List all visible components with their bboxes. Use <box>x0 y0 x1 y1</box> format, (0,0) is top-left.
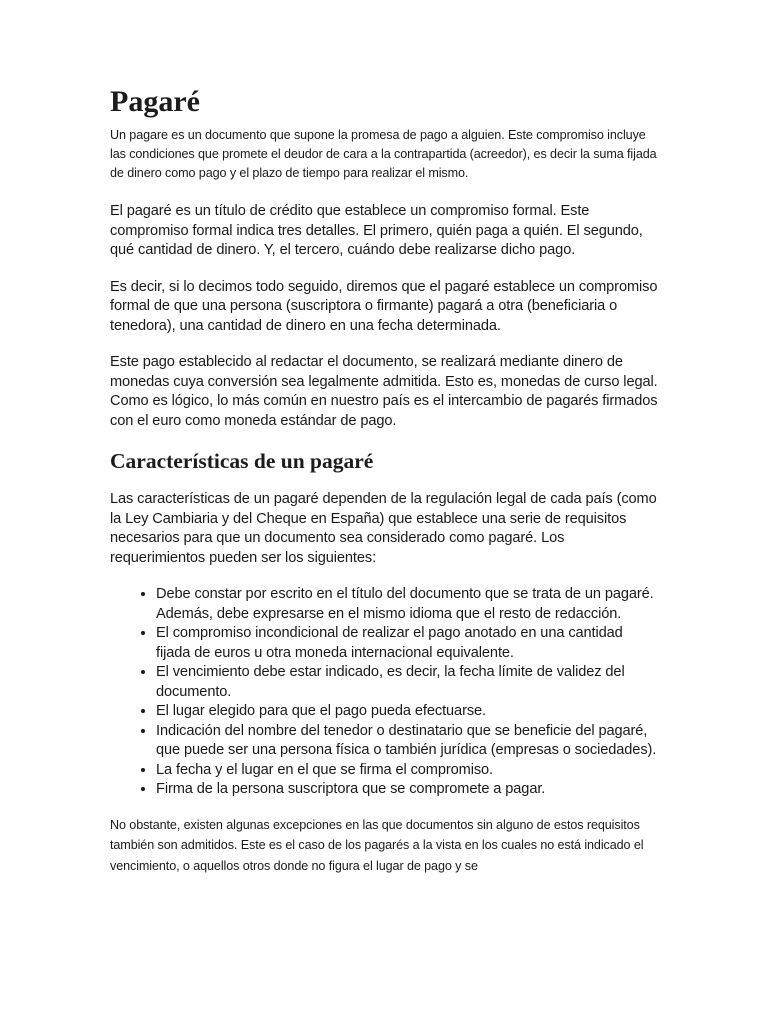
body-paragraph-2: Es decir, si lo decimos todo seguido, diremos que el pagaré establece un compromiso formal de que una persona (suscriptora o firmante) pagará a otra (beneficiaria o tenedora), una cantidad de dinero en una fecha determinada. <box>110 278 658 334</box>
page-title: Pagaré <box>110 85 200 118</box>
requirements-list <box>110 585 658 800</box>
list-item: • Indicación del nombre del tenedor o destinatario que se beneficie del pagaré, que puede ser una persona física o también jurídica (empresas o sociedades). <box>156 722 658 761</box>
list-item: • Firma de la persona suscriptora que se compromete a pagar. <box>156 780 658 800</box>
body-paragraph-3: Este pago establecido al redactar el documento, se realizará mediante dinero de monedas cuya conversión sea legalmente admitida. Esto es, monedas de curso legal. Como es lógico, lo más común en nuestro país es el intercambio de pagarés firmados con el euro como moneda estándar de pago. <box>110 354 658 429</box>
list-item: • Debe constar por escrito en el título del documento que se trata de un pagaré. Además, debe expresarse en el mismo idioma que el resto de redacción. <box>156 585 658 624</box>
intro-paragraph: Un pagare es un documento que supone la promesa de pago a alguien. Este compromiso incluye las condiciones que promete el deudor de cara a la contrapartida (acreedor), es decir la suma fijada de dinero como pago y el plazo de tiempo para realizar el mismo. <box>110 128 657 180</box>
section-intro-paragraph: Las características de un pagaré dependen de la regulación legal de cada país (como la Ley Cambiaria y del Cheque en España) que establece una serie de requisitos necesarios para que un documento sea considerado como pagaré. Los requerimientos pueden ser los siguientes: <box>110 491 657 566</box>
section-title: Características de un pagaré <box>110 449 374 473</box>
body-paragraph-1: El pagaré es un título de crédito que establece un compromiso formal. Este compromiso formal indica tres detalles. El primero, quién paga a quién. El segundo, qué cantidad de dinero. Y, el tercero, cuándo debe realizarse dicho pago. <box>110 203 643 258</box>
closing-paragraph: No obstante, existen algunas excepciones en las que documentos sin alguno de estos requisitos también son admitidos. Este es el caso de los pagarés a la vista en los cuales no está indicado el vencimiento, o aquellos otros donde no figura el lugar de pago y se <box>110 817 644 873</box>
list-item: • El lugar elegido para que el pago pueda efectuarse. <box>156 702 658 722</box>
list-item: • La fecha y el lugar en el que se firma el compromiso. <box>156 761 658 781</box>
list-item: • El vencimiento debe estar indicado, es decir, la fecha límite de validez del documento. <box>156 663 658 702</box>
document-page <box>110 84 658 876</box>
list-item: • El compromiso incondicional de realizar el pago anotado en una cantidad fijada de euros u otra moneda internacional equivalente. <box>156 624 658 663</box>
